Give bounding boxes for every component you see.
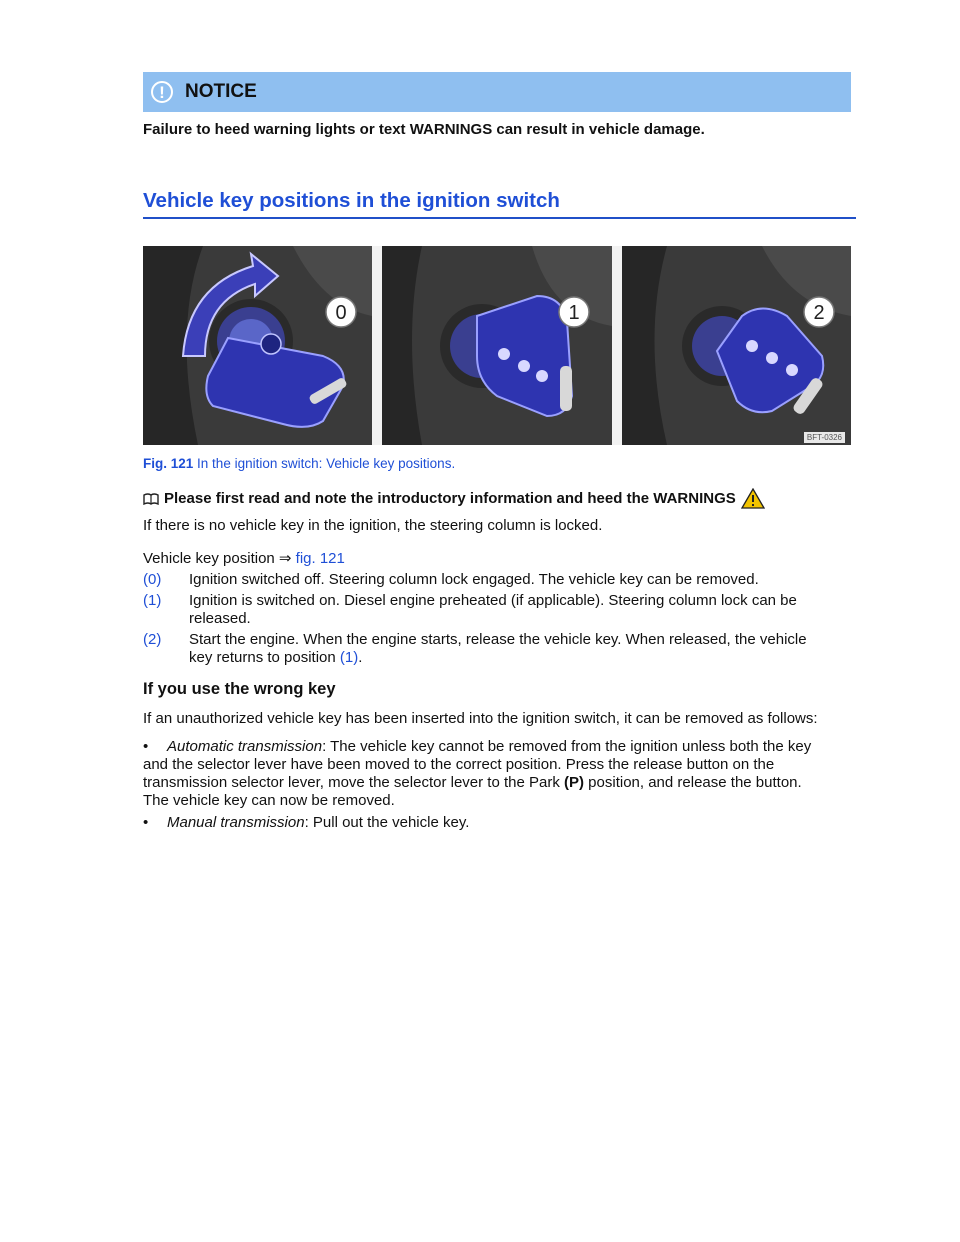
figure-panel-2 — [622, 246, 851, 445]
position-text — [189, 592, 839, 628]
park-position-bold: (P) — [564, 774, 585, 791]
bullet-dot-icon: • — [143, 814, 149, 831]
position-text — [189, 631, 839, 667]
bullet-text: and the selector lever have been moved to the correct position. Press the release button on the — [143, 756, 775, 773]
warning-triangle-icon[interactable] — [741, 488, 765, 509]
figure-code: BFT-0326 — [804, 432, 845, 443]
notice-banner — [143, 72, 851, 112]
position-text: Ignition switched off. Steering column lock engaged. The vehicle key can be removed. — [189, 571, 759, 588]
ignition-figure — [143, 246, 851, 445]
position-text-line: released. — [189, 610, 251, 627]
section-title: Vehicle key positions in the ignition switch — [143, 189, 856, 219]
position-text-line: key returns to position — [189, 649, 340, 666]
bullet-first-line — [167, 738, 857, 756]
key-position-label: Vehicle key position ⇒ — [143, 550, 292, 567]
bullet-term: Automatic transmission — [167, 738, 323, 755]
figure-separator — [372, 246, 382, 445]
figure-link[interactable]: fig. 121 — [295, 550, 345, 567]
bullet-text: position, and release the button. — [584, 774, 802, 791]
position-0-label: 0 — [335, 302, 347, 324]
figure-panel-1 — [382, 246, 612, 445]
figure-caption — [143, 456, 455, 471]
position-1-link[interactable]: (1) — [339, 649, 359, 666]
intro-line — [143, 488, 765, 509]
position-1-label: 1 — [568, 302, 580, 324]
bullet-text: : Pull out the vehicle key. — [304, 814, 470, 831]
figure-caption-ref: Fig. 121 — [143, 456, 194, 471]
bullet-first-line — [167, 814, 857, 832]
book-icon — [143, 493, 159, 505]
notice-title: NOTICE — [185, 81, 257, 102]
bullet-term: Manual transmission — [167, 814, 305, 831]
position-number: (2) — [143, 631, 162, 648]
figure-separator — [612, 246, 622, 445]
bullet-text: transmission selector lever, move the selector lever to the Park — [143, 774, 565, 791]
notice-text: Failure to heed warning lights or text WARNINGS can result in vehicle damage. — [143, 121, 705, 138]
position-text-suffix: . — [358, 649, 363, 666]
position-number: (0) — [143, 571, 162, 588]
position-text-line: Ignition is switched on. Diesel engine preheated (if applicable). Steering column lock can be — [189, 592, 797, 609]
bullet-dot-icon: • — [143, 738, 149, 755]
bullet-text: : The vehicle key cannot be removed from the ignition unless both the key — [322, 738, 812, 755]
figure-panel-0 — [143, 246, 372, 445]
position-text-line: Start the engine. When the engine starts, release the vehicle key. When released, the vehicle — [189, 631, 807, 648]
position-number: (1) — [143, 592, 162, 609]
bullet-continuation — [143, 756, 853, 810]
bullet-text: The vehicle key can now be removed. — [143, 792, 395, 809]
figure-caption-text: In the ignition switch: Vehicle key positions. — [197, 456, 456, 471]
wrong-key-heading: If you use the wrong key — [143, 680, 336, 698]
position-2-label: 2 — [813, 302, 825, 324]
intro-text: Please first read and note the introductory information and heed the WARNINGS — [164, 490, 736, 507]
exclamation-icon: ! — [151, 81, 173, 103]
key-position-line — [143, 549, 345, 568]
locked-paragraph: If there is no vehicle key in the ignition, the steering column is locked. — [143, 517, 603, 534]
wrong-key-intro: If an unauthorized vehicle key has been inserted into the ignition switch, it can be removed as follows: — [143, 710, 818, 727]
